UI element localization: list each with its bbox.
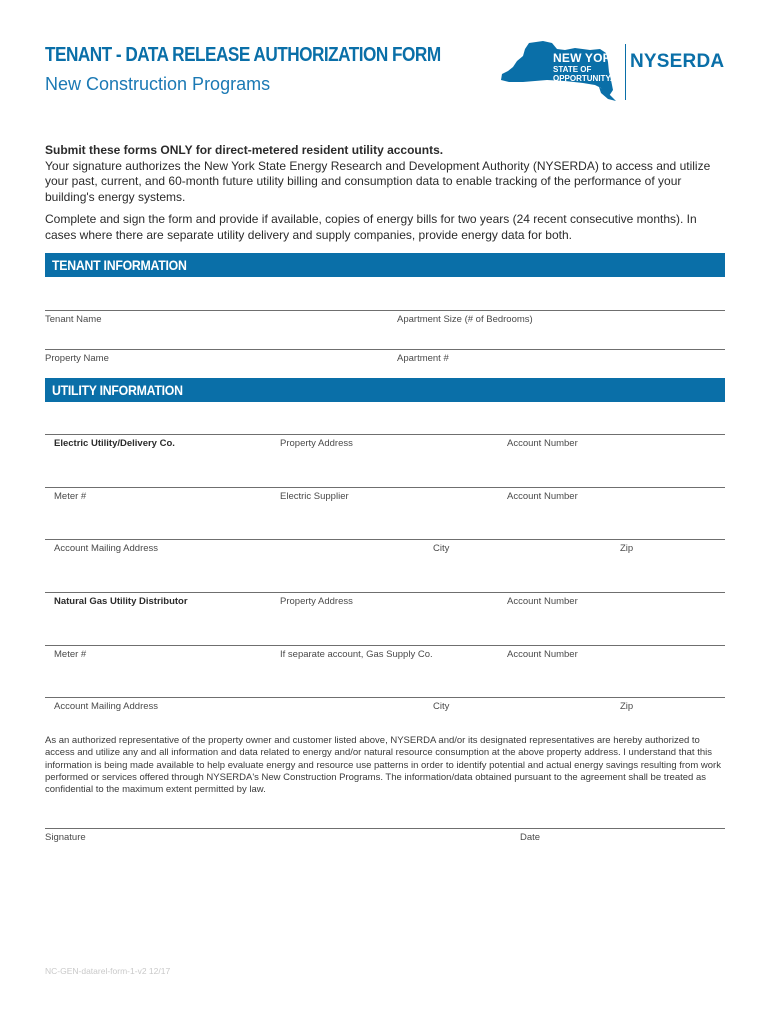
utility-information-heading: UTILITY INFORMATION <box>52 382 183 398</box>
ny-state-line-3: OPPORTUNITY. <box>553 74 613 83</box>
gas-utility-label: Natural Gas Utility Distributor <box>54 596 188 607</box>
tenant-name-label: Tenant Name <box>45 314 102 325</box>
electric-meter-line[interactable] <box>45 487 725 488</box>
authorization-statement: As an authorized representative of the property owner and customer listed above, NYSERDA and/or its designated representatives are hereby authorized to access and utilize any and all information and data related to energy and/or natural resource consumption at the above property address. I understand that this information is being made available to help evaluate energy and resource use patterns in order to identify potential and actual energy savings resulting from work performed or services offered through NYSERDA's New Construction Programs. The information/data obtained pursuant to the agreement shall be treated as confidential to the maximum extent permitted by law. <box>45 735 721 796</box>
gas-utility-line[interactable] <box>45 592 725 593</box>
signature-line[interactable] <box>45 828 725 829</box>
property-name-label: Property Name <box>45 353 109 364</box>
electric-zip-label: Zip <box>620 543 634 554</box>
intro-paragraph-2: Complete and sign the form and provide if available, copies of energy bills for two years (24 recent consecutive months). In cases where there are separate utility delivery and supply companies, provide energy data for both. <box>45 212 697 242</box>
apartment-number-label: Apartment # <box>397 353 449 364</box>
electric-city-label: City <box>433 543 450 554</box>
electric-property-address-label: Property Address <box>280 438 353 449</box>
gas-mailing-address-label: Account Mailing Address <box>54 701 159 712</box>
ny-state-line-1: NEW YORK <box>553 51 621 65</box>
tenant-information-header <box>45 253 725 277</box>
tenant-information-heading: TENANT INFORMATION <box>52 257 187 273</box>
electric-meter-label: Meter # <box>54 491 87 502</box>
ny-state-wordmark <box>553 52 620 83</box>
electric-account-number-label: Account Number <box>507 438 578 449</box>
gas-account-number-label: Account Number <box>507 596 578 607</box>
intro-paragraph-1: Your signature authorizes the New York State Energy Research and Development Authority (NYSERDA) to access and utilize your past, current, and 60-month future utility billing and consumption data to enable tracking of the performance of your building's energy systems. <box>45 158 711 204</box>
intro-text <box>45 143 725 243</box>
form-subtitle: New Construction Programs <box>45 74 271 94</box>
gas-meter-line[interactable] <box>45 645 725 646</box>
property-name-line[interactable] <box>45 349 725 350</box>
gas-property-address-label: Property Address <box>280 596 353 607</box>
apartment-size-label: Apartment Size (# of Bedrooms) <box>397 314 533 325</box>
intro-bold-line: Submit these forms ONLY for direct-metered resident utility accounts. <box>45 143 444 157</box>
gas-zip-label: Zip <box>620 701 634 712</box>
nys-nyserda-logo <box>495 40 730 102</box>
nyserda-wordmark: NYSERDA <box>630 51 725 72</box>
gas-account-number-2-label: Account Number <box>507 649 578 660</box>
date-label: Date <box>520 832 541 843</box>
form-id-footer: NC-GEN-datarel-form-1-v2 12/17 <box>45 966 171 976</box>
electric-account-number-2-label: Account Number <box>507 491 578 502</box>
form-title: TENANT - DATA RELEASE AUTHORIZATION FORM <box>45 44 441 66</box>
electric-utility-label: Electric Utility/Delivery Co. <box>54 438 175 449</box>
gas-meter-label: Meter # <box>54 649 87 660</box>
gas-city-label: City <box>433 701 450 712</box>
electric-mailing-address-line[interactable] <box>45 539 725 540</box>
electric-supplier-label: Electric Supplier <box>280 491 349 502</box>
electric-mailing-address-label: Account Mailing Address <box>54 543 159 554</box>
electric-utility-line[interactable] <box>45 434 725 435</box>
logo-divider <box>625 44 626 100</box>
tenant-name-line[interactable] <box>45 310 725 311</box>
utility-information-header <box>45 378 725 402</box>
ny-state-line-2: STATE OF <box>553 65 592 74</box>
gas-mailing-address-line[interactable] <box>45 697 725 698</box>
signature-label: Signature <box>45 832 86 843</box>
gas-supplier-label: If separate account, Gas Supply Co. <box>280 649 433 660</box>
